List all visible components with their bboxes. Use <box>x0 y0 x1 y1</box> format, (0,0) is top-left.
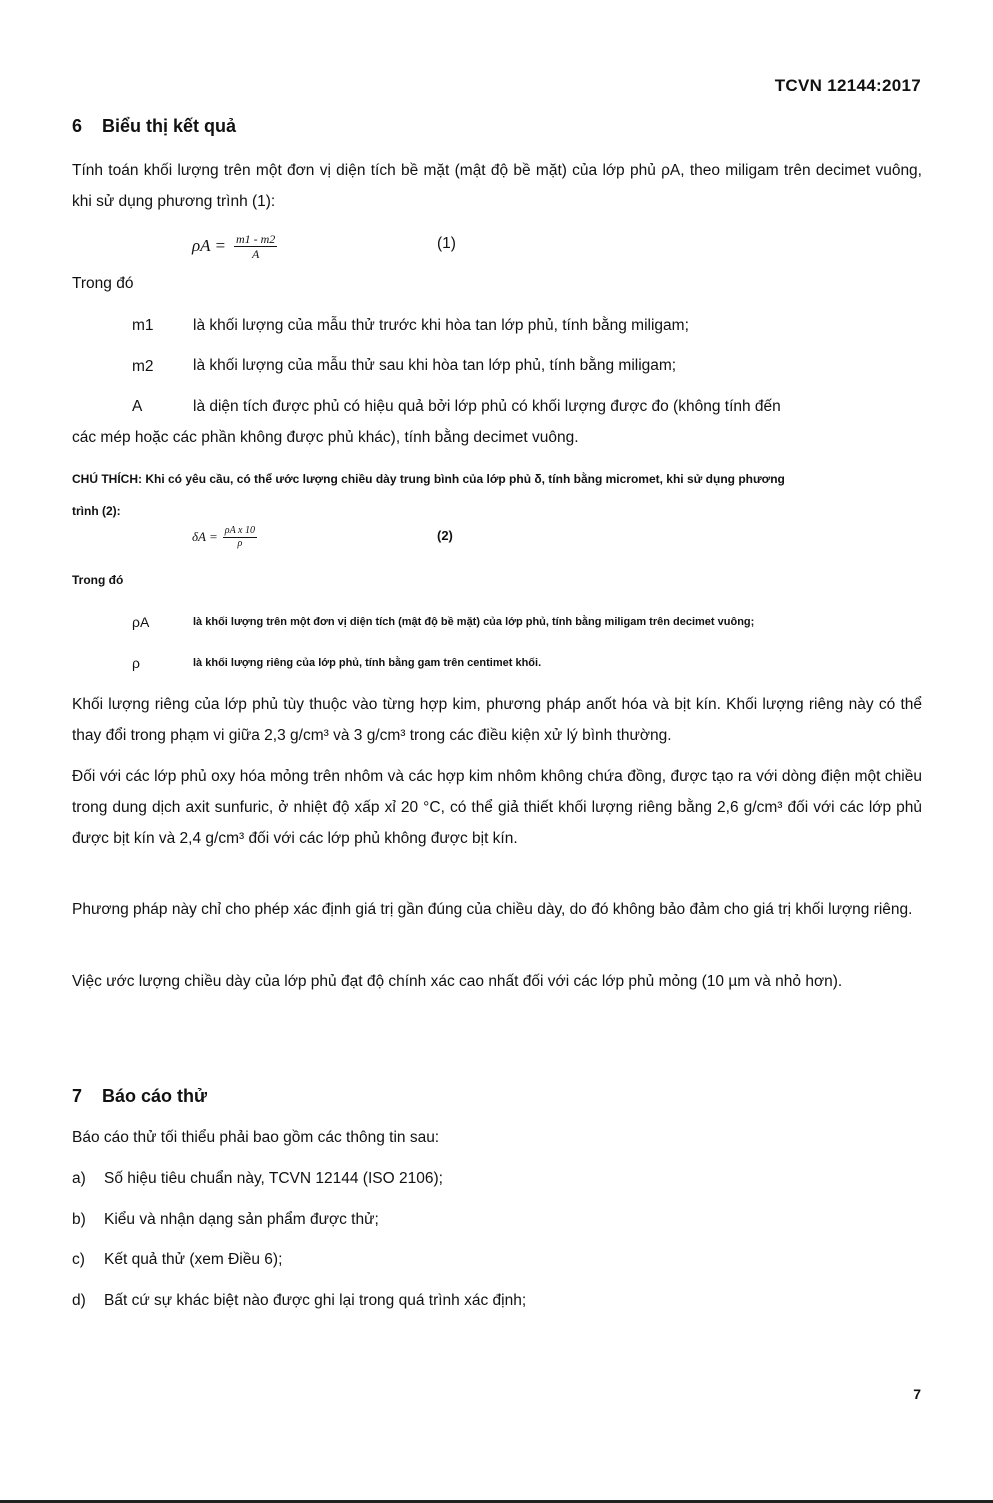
section-6-heading <box>72 116 236 137</box>
paragraph: Phương pháp này chỉ cho phép xác định giá trị gần đúng của chiều dày, do đó không bảo đảm cho giá trị khối lượng riêng. <box>72 901 913 918</box>
paragraph: Việc ước lượng chiều dày của lớp phủ đạt độ chính xác cao nhất đối với các lớp phủ mỏng (10 µm và nhỏ hơn). <box>72 973 843 990</box>
equation-lhs: ρA = <box>192 236 226 255</box>
equation-1 <box>192 226 277 266</box>
definition-A-continuation: các mép hoặc các phần không được phủ khác), tính bằng decimet vuông. <box>72 429 579 446</box>
list-label: c) <box>72 1251 85 1268</box>
fraction-denominator: A <box>251 246 260 261</box>
section-title: Biểu thị kết quả <box>102 116 237 136</box>
standard-code: TCVN 12144:2017 <box>774 76 921 95</box>
equation-fraction <box>223 525 257 550</box>
list-item <box>72 1292 526 1310</box>
equation-lhs: δA = <box>192 529 218 544</box>
fraction-denominator: ρ <box>237 537 243 549</box>
list-label: d) <box>72 1292 86 1309</box>
section-7-heading <box>72 1086 207 1107</box>
list-text: Số hiệu tiêu chuẩn này, TCVN 12144 (ISO 2106); <box>104 1170 443 1187</box>
section-number: 7 <box>72 1086 83 1106</box>
equation-2 <box>192 519 257 555</box>
paragraph: Khối lượng riêng của lớp phủ tùy thuộc vào từng hợp kim, phương pháp anốt hóa và bịt kín. Khối lượng riêng này có thể thay đổi trong phạm vi giữa 2,3 g/cm³ và 3 g/cm³ trong các điều kiện xử lý bình thường. <box>72 696 922 744</box>
list-item <box>72 1170 443 1188</box>
symbol-rho: ρ <box>132 655 140 671</box>
equation-fraction <box>234 232 277 261</box>
page-number: 7 <box>913 1386 921 1402</box>
list-item <box>72 1251 282 1269</box>
paragraph: Tính toán khối lượng trên một đơn vị diện tích bề mặt (mật độ bề mặt) của lớp phủ ρA, theo miligam trên decimet vuông, khi sử dụng phương trình (1): <box>72 162 922 210</box>
list-text: Bất cứ sự khác biệt nào được ghi lại trong quá trình xác định; <box>104 1292 527 1309</box>
definition-m1: là khối lượng của mẫu thử trước khi hòa tan lớp phủ, tính bằng miligam; <box>193 317 689 334</box>
definition-A: là diện tích được phủ có hiệu quả bởi lớp phủ có khối lượng được đo (không tính đến <box>193 398 781 415</box>
symbol-m2: m2 <box>132 358 154 375</box>
list-label: a) <box>72 1170 86 1187</box>
list-text: Kiểu và nhận dạng sản phẩm được thử; <box>104 1211 379 1228</box>
list-item <box>72 1211 379 1229</box>
fraction-numerator: ρA x 10 <box>224 524 255 536</box>
definition-rho: là khối lượng riêng của lớp phủ, tính bằng gam trên centimet khối. <box>193 657 542 669</box>
list-label: b) <box>72 1211 86 1228</box>
definition-m2: là khối lượng của mẫu thử sau khi hòa tan lớp phủ, tính bằng miligam; <box>193 357 677 374</box>
where-label: Trong đó <box>72 275 134 292</box>
note-where-label: Trong đó <box>72 573 124 587</box>
symbol-m1: m1 <box>132 317 154 334</box>
paragraph: Báo cáo thử tối thiểu phải bao gồm các thông tin sau: <box>72 1129 440 1146</box>
symbol-rhoA: ρA <box>132 614 150 630</box>
note-text: Khi có yêu cầu, có thể ước lượng chiều dày trung bình của lớp phủ δ, tính bằng micromet, khi sử dụng phương <box>145 472 785 486</box>
list-text: Kết quả thử (xem Điều 6); <box>104 1251 283 1268</box>
note-label: CHÚ THÍCH: <box>72 472 142 486</box>
definition-rhoA: là khối lượng trên một đơn vị diện tích (mật độ bề mặt) của lớp phủ, tính bằng miligam trên decimet vuông; <box>193 616 755 628</box>
equation-number: (2) <box>437 528 453 543</box>
section-number: 6 <box>72 116 83 136</box>
fraction-numerator: m1 - m2 <box>235 231 276 246</box>
section-title: Báo cáo thử <box>102 1086 208 1106</box>
equation-number: (1) <box>437 235 456 252</box>
note-text-continuation: trình (2): <box>72 504 121 518</box>
paragraph: Đối với các lớp phủ oxy hóa mỏng trên nhôm và các hợp kim nhôm không chứa đồng, được tạo ra với dòng điện một chiều trong dung dịch axit sunfuric, ở nhiệt độ xấp xỉ 20 °C, có thể giả thiết khối lượng riêng bằng 2,6 g/cm³ đối với các lớp phủ được bịt kín và 2,4 g/cm³ đối với các lớp phủ không được bịt kín. <box>72 768 922 847</box>
symbol-A: A <box>132 398 143 415</box>
note <box>72 472 922 486</box>
